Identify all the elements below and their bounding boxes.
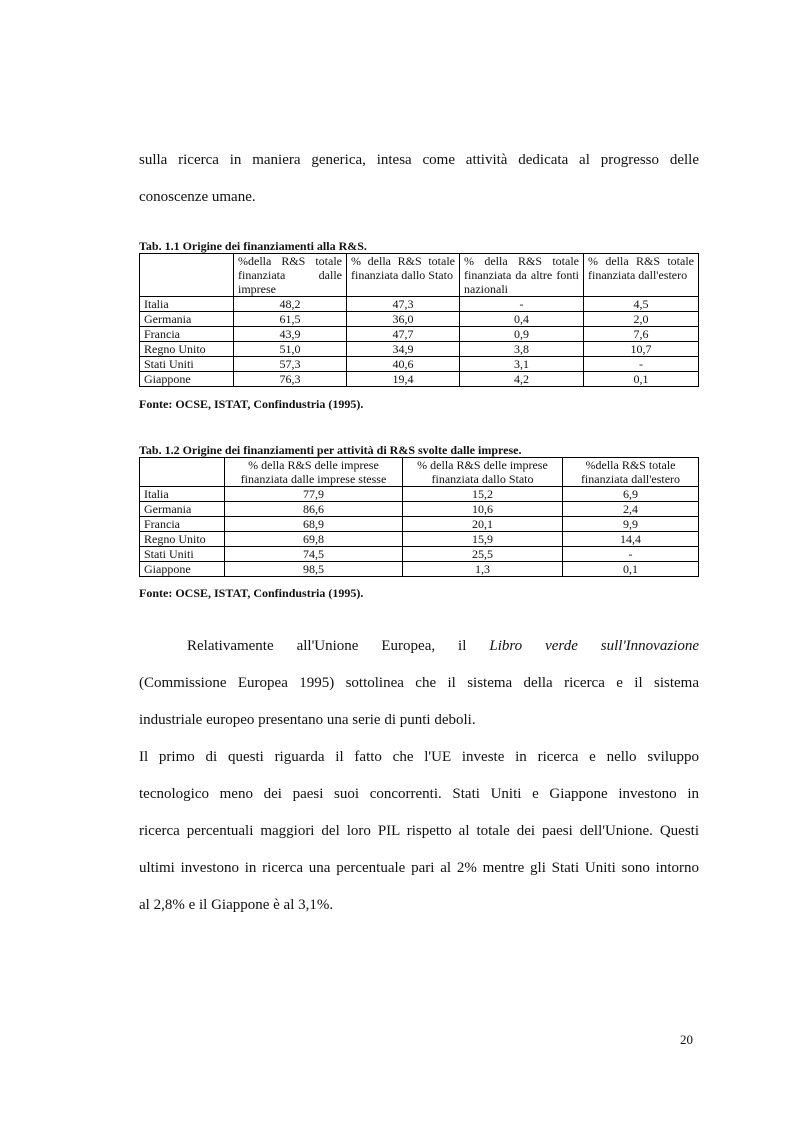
table-row [140, 487, 699, 502]
book-title: Libro verde sull'Innovazione [489, 638, 700, 654]
text-fragment: Relativamente all'Unione Europea, il [187, 638, 490, 654]
text-line [139, 628, 699, 665]
table-header: % della R&S delle imprese finanziata dallo Stato [403, 458, 563, 487]
table-row [140, 342, 699, 357]
country-cell: Regno Unito [140, 342, 234, 357]
value-cell: 47,3 [347, 297, 460, 312]
value-cell: 19,4 [347, 372, 460, 387]
value-cell: 10,7 [584, 342, 699, 357]
value-cell: 3,1 [460, 357, 584, 372]
value-cell: 4,5 [584, 297, 699, 312]
table-row [140, 547, 699, 562]
value-cell: 34,9 [347, 342, 460, 357]
text-line: al 2,8% e il Giappone è al 3,1%. [139, 897, 334, 913]
table-row [140, 357, 699, 372]
country-cell: Germania [140, 312, 234, 327]
body-paragraph-1 [139, 628, 699, 739]
value-cell: 48,2 [234, 297, 347, 312]
country-cell: Italia [140, 297, 234, 312]
value-cell: 0,1 [563, 562, 699, 577]
value-cell: 9,9 [563, 517, 699, 532]
value-cell: 3,8 [460, 342, 584, 357]
value-cell: 4,2 [460, 372, 584, 387]
country-cell: Stati Uniti [140, 547, 225, 562]
value-cell: 0,4 [460, 312, 584, 327]
table-row [140, 562, 699, 577]
table-header: % della R&S delle imprese finanziata dalle imprese stesse [225, 458, 403, 487]
table2 [139, 457, 699, 577]
value-cell: 57,3 [234, 357, 347, 372]
value-cell: 98,5 [225, 562, 403, 577]
value-cell: 40,6 [347, 357, 460, 372]
value-cell: 2,0 [584, 312, 699, 327]
table-row [140, 532, 699, 547]
table1-caption: Tab. 1.1 Origine dei finanziamenti alla R&S. [139, 239, 367, 253]
value-cell: 15,2 [403, 487, 563, 502]
value-cell: 43,9 [234, 327, 347, 342]
value-cell: 25,5 [403, 547, 563, 562]
table2-caption: Tab. 1.2 Origine dei finanziamenti per attività di R&S svolte dalle imprese. [139, 443, 522, 457]
country-cell: Germania [140, 502, 225, 517]
value-cell: 74,5 [225, 547, 403, 562]
country-cell: Regno Unito [140, 532, 225, 547]
table-header: % della R&S totale finanziata da altre fonti nazionali [460, 254, 584, 297]
value-cell: 14,4 [563, 532, 699, 547]
text-line: tecnologico meno dei paesi suoi concorrenti. Stati Uniti e Giappone investono in [139, 786, 699, 802]
text-line: industriale europeo presentano una serie di punti deboli. [139, 712, 476, 728]
text-line: (Commissione Europea 1995) sottolinea che il sistema della ricerca e il sistema [139, 675, 699, 691]
value-cell: 69,8 [225, 532, 403, 547]
value-cell: 51,0 [234, 342, 347, 357]
table-header: % della R&S totale finanziata dallo Stato [347, 254, 460, 297]
intro-paragraph [139, 142, 699, 216]
country-cell: Stati Uniti [140, 357, 234, 372]
country-cell: Francia [140, 517, 225, 532]
country-cell: Francia [140, 327, 234, 342]
value-cell: 76,3 [234, 372, 347, 387]
table-header: % della R&S totale finanziata dall'estero [584, 254, 699, 297]
value-cell: 15,9 [403, 532, 563, 547]
table1-source: Fonte: OCSE, ISTAT, Confindustria (1995). [139, 397, 364, 411]
value-cell: - [584, 357, 699, 372]
value-cell: 6,9 [563, 487, 699, 502]
country-cell: Giappone [140, 372, 234, 387]
table-row [140, 297, 699, 312]
text-line: Il primo di questi riguarda il fatto che l'UE investe in ricerca e nello sviluppo [139, 749, 699, 765]
table-row [140, 372, 699, 387]
value-cell: 0,9 [460, 327, 584, 342]
table-header: %della R&S totale finanziata dall'estero [563, 458, 699, 487]
table-header [140, 254, 234, 297]
value-cell: 86,6 [225, 502, 403, 517]
table-header [140, 458, 225, 487]
value-cell: 2,4 [563, 502, 699, 517]
country-cell: Italia [140, 487, 225, 502]
table2-source: Fonte: OCSE, ISTAT, Confindustria (1995). [139, 586, 364, 600]
value-cell: 20,1 [403, 517, 563, 532]
text-line: ricerca percentuali maggiori del loro PIL rispetto al totale dei paesi dell'Unione. Questi [139, 823, 699, 839]
value-cell: 36,0 [347, 312, 460, 327]
value-cell: 1,3 [403, 562, 563, 577]
text-line: ultimi investono in ricerca una percentuale pari al 2% mentre gli Stati Uniti sono intorno [139, 860, 699, 876]
table2-header-row [140, 458, 699, 487]
body-paragraph-2 [139, 739, 699, 924]
table-row [140, 312, 699, 327]
value-cell: 68,9 [225, 517, 403, 532]
value-cell: 77,9 [225, 487, 403, 502]
value-cell: 47,7 [347, 327, 460, 342]
table-row [140, 517, 699, 532]
text-line: sulla ricerca in maniera generica, intesa come attività dedicata al progresso delle [139, 152, 699, 168]
country-cell: Giappone [140, 562, 225, 577]
value-cell: 0,1 [584, 372, 699, 387]
table-header: %della R&S totale finanziata dalle imprese [234, 254, 347, 297]
value-cell: 7,6 [584, 327, 699, 342]
table-row [140, 327, 699, 342]
value-cell: - [563, 547, 699, 562]
table1 [139, 253, 699, 387]
text-line: conoscenze umane. [139, 189, 256, 205]
table1-header-row [140, 254, 699, 297]
value-cell: - [460, 297, 584, 312]
value-cell: 10,6 [403, 502, 563, 517]
page-number: 20 [680, 1032, 693, 1047]
table-row [140, 502, 699, 517]
value-cell: 61,5 [234, 312, 347, 327]
